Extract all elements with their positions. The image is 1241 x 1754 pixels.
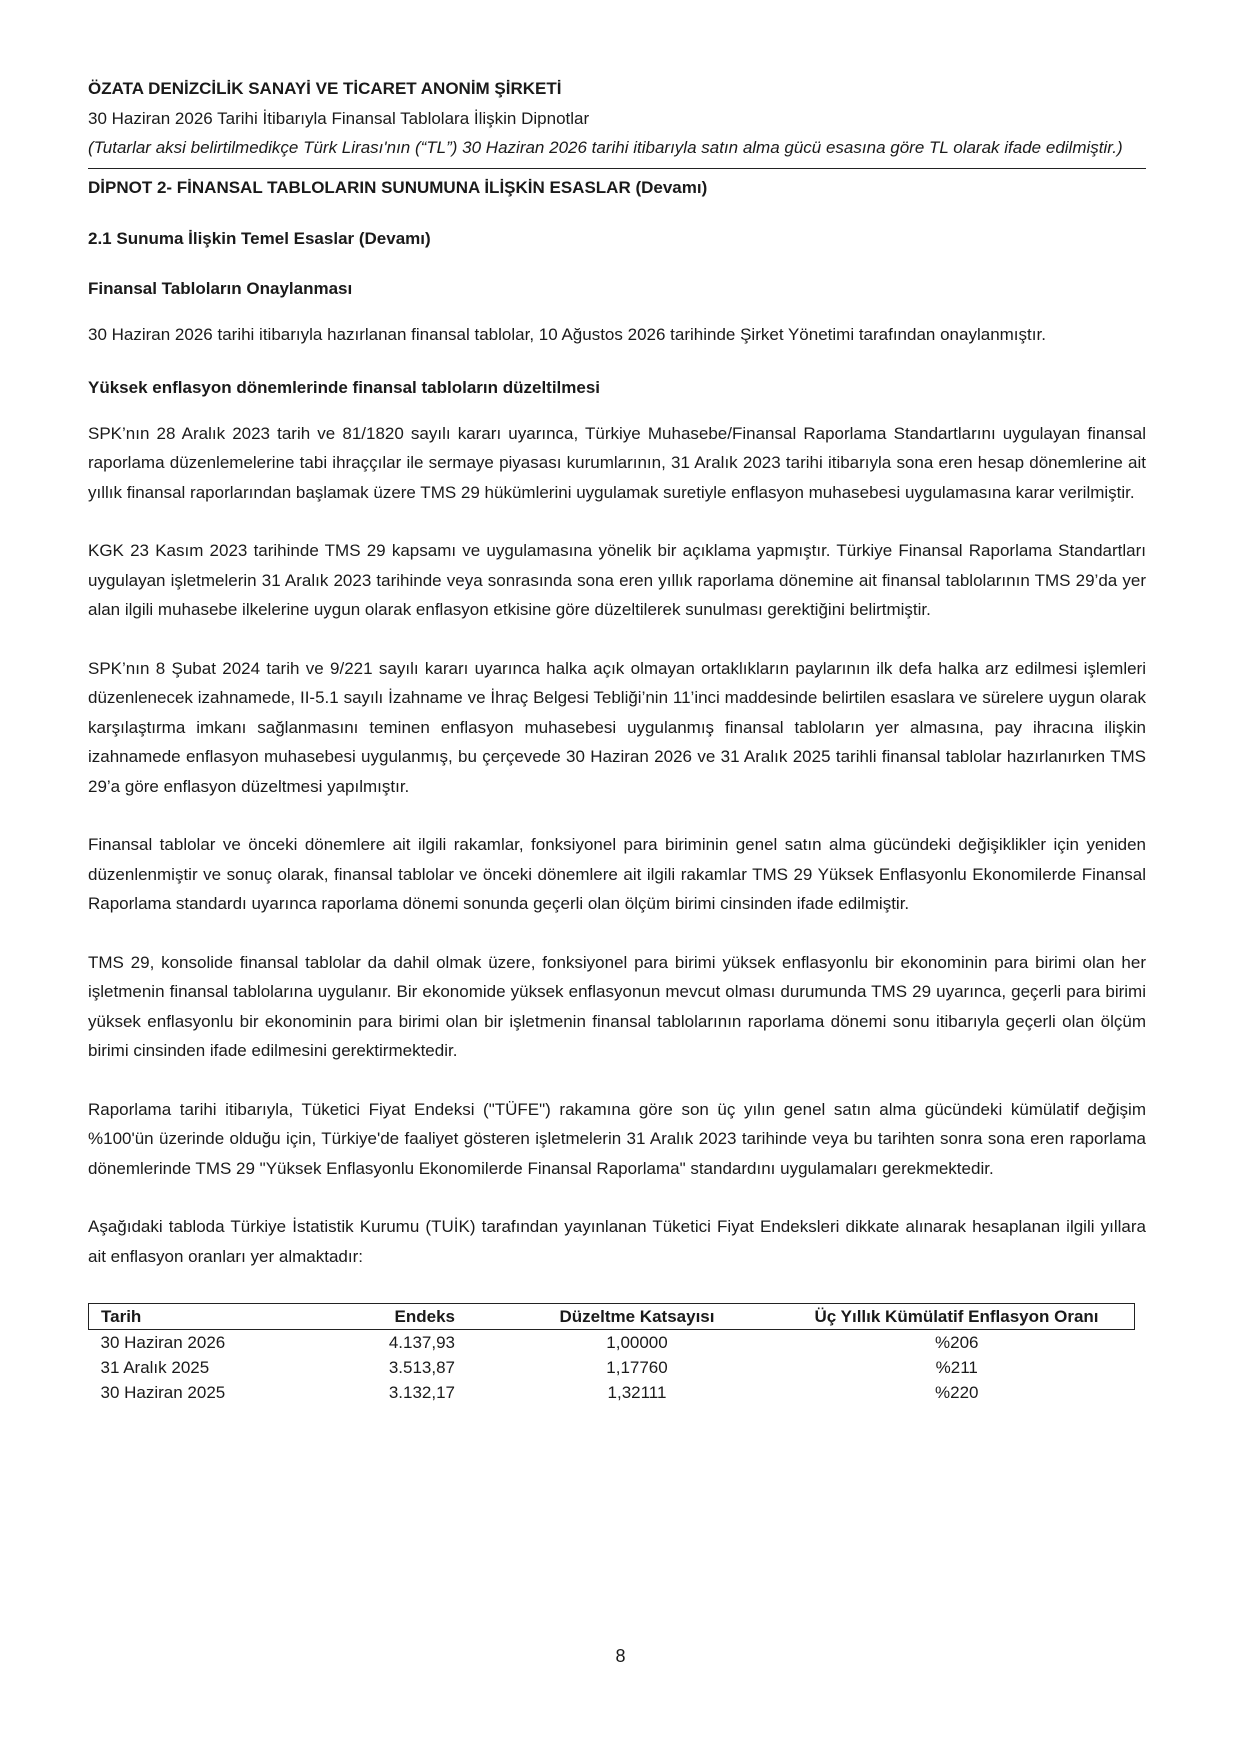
cell-coefficient: 1,00000 bbox=[606, 1333, 668, 1352]
cell-cumulative-inflation: %211 bbox=[935, 1358, 978, 1377]
note-title: DİPNOT 2- FİNANSAL TABLOLARIN SUNUMUNA İLİŞKİN ESASLAR (Devamı) bbox=[88, 178, 708, 197]
table-row bbox=[89, 1380, 1135, 1405]
column-header-coefficient: Düzeltme Katsayısı bbox=[495, 1304, 779, 1330]
cell-coefficient: 1,17760 bbox=[606, 1358, 668, 1377]
table-header-row bbox=[89, 1304, 1135, 1330]
page-number: 8 bbox=[615, 1646, 626, 1666]
approval-heading: Finansal Tabloların Onaylanması bbox=[88, 279, 353, 298]
inflation-heading: Yüksek enflasyon dönemlerinde finansal tabloların düzeltilmesi bbox=[88, 377, 601, 397]
paragraph-spk-prospectus: SPK’nın 8 Şubat 2024 tarih ve 9/221 sayılı kararı uyarınca halka açık olmayan ortaklıkların paylarının ilk defa halka arz edilmesi işlemleri düzenlenecek izahnamede, II-5.1 sayılı İzahname ve İhraç Belgesi Tebliği’nin 11’inci maddesinde belirtilen esaslara ve sürelere uygun olarak karşılaştırma imkanı sağlanmasını teminen enflasyon muhasebesi uygulanmış finansal tabloların yer almasına, pay ihracına ilişkin izahnamede enflasyon muhasebesi uygulanmış, bu çerçevede 30 Haziran 2026 ve 31 Aralık 2025 tarihli finansal tablolar hazırlanırken TMS 29’a göre enflasyon düzeltmesi yapılmıştır. bbox=[88, 658, 1146, 796]
paragraph-kgk-statement: KGK 23 Kasım 2023 tarihinde TMS 29 kapsamı ve uygulamasına yönelik bir açıklama yapmıştır. Türkiye Finansal Raporlama Standartları uygulayan işletmelerin 31 Aralık 2023 tarihinde veya sonrasında sona eren yıllık raporlama dönemine ait finansal tablolarının TMS 29’da yer alan ilgili muhasebe ilkelerine uygun olarak enflasyon etkisine göre düzeltilerek sunulması gerektiğini belirtmiştir. bbox=[88, 541, 1146, 619]
column-header-date: Tarih bbox=[89, 1304, 314, 1330]
paragraph-spk-decision: SPK’nın 28 Aralık 2023 tarih ve 81/1820 sayılı kararı uyarınca, Türkiye Muhasebe/Finansal Raporlama Standartlarını uygulayan finansal raporlama düzenlemelerine tabi ihraççılar ile sermaye piyasası kurumlarının, 31 Aralık 2023 tarihi itibarıyla sona eren hesap dönemlerine ait yıllık finansal raporlarından başlamak üzere TMS 29 hükümlerini uygulamak suretiyle enflasyon muhasebesi uygulamasına karar verilmiştir. bbox=[88, 423, 1146, 502]
paragraph-tufe: Raporlama tarihi itibarıyla, Tüketici Fiyat Endeksi ("TÜFE") rakamına göre son üç yılın genel satın alma gücündeki kümülatif değişim %100'ün üzerinde olduğu için, Türkiye'de faaliyet gösteren işletmelerin 31 Aralık 2023 tarihinde veya bu tarihten sonra sona eren raporlama dönemlerinde TMS 29 "Yüksek Enflasyonlu Ekonomilerde Finansal Raporlama" standardını uygulamaları gerekmektedir. bbox=[88, 1099, 1146, 1178]
subsection-title: 2.1 Sunuma İlişkin Temel Esaslar (Devamı) bbox=[88, 229, 431, 248]
currency-note: (Tutarlar aksi belirtilmedikçe Türk Lirası'nın (“TL”) 30 Haziran 2026 tarihi itibarıyla satın alma gücü esasına göre TL olarak ifade edilmiştir.) bbox=[88, 138, 1123, 157]
cell-date: 31 Aralık 2025 bbox=[100, 1358, 210, 1377]
document-subtitle: 30 Haziran 2026 Tarihi İtibarıyla Finansal Tablolara İlişkin Dipnotlar bbox=[88, 109, 590, 128]
cell-date: 30 Haziran 2026 bbox=[100, 1333, 226, 1352]
cell-cumulative-inflation: %206 bbox=[935, 1333, 979, 1352]
inflation-table bbox=[88, 1303, 1135, 1405]
column-header-cumulative-inflation: Üç Yıllık Kümülatif Enflasyon Oranı bbox=[779, 1304, 1135, 1330]
cell-index: 4.137,93 bbox=[388, 1333, 455, 1352]
paragraph-restatement: Finansal tablolar ve önceki dönemlere ait ilgili rakamlar, fonksiyonel para biriminin genel satın alma gücündeki değişiklikler için yeniden düzenlenmiştir ve sonuç olarak, finansal tablolar ve önceki dönemlere ait ilgili rakamlar TMS 29 Yüksek Enflasyonlu Ekonomilerde Finansal Raporlama standardı uyarınca raporlama dönemi sonunda geçerli olan ölçüm birimi cinsinden ifade edilmiştir. bbox=[88, 835, 1146, 913]
cell-index: 3.513,87 bbox=[388, 1358, 455, 1377]
column-header-index: Endeks bbox=[313, 1304, 495, 1330]
cell-index: 3.132,17 bbox=[388, 1383, 455, 1402]
cell-date: 30 Haziran 2025 bbox=[100, 1383, 226, 1402]
table-row bbox=[89, 1355, 1135, 1380]
paragraph-table-intro: Aşağıdaki tabloda Türkiye İstatistik Kurumu (TUİK) tarafından yayınlanan Tüketici Fiyat Endeksleri dikkate alınarak hesaplanan ilgili yıllara ait enflasyon oranları yer almaktadır: bbox=[88, 1217, 1146, 1266]
cell-coefficient: 1,32111 bbox=[607, 1383, 667, 1402]
cell-cumulative-inflation: %220 bbox=[935, 1383, 979, 1402]
document-page bbox=[88, 78, 1146, 1405]
paragraph-tms29-scope: TMS 29, konsolide finansal tablolar da dahil olmak üzere, fonksiyonel para birimi yüksek enflasyonlu bir ekonominin para birimi olan her işletmenin finansal tablolarına uygulanır. Bir ekonomide yüksek enflasyonun mevcut olması durumunda TMS 29 uyarınca, geçerli para birimi yüksek enflasyonlu bir ekonominin para birimi olan bir işletmenin finansal tablolarının raporlama dönemi sonu itibarıyla geçerli olan ölçüm birimi cinsinden ifade edilmesini gerektirmektedir. bbox=[88, 952, 1146, 1060]
approval-paragraph: 30 Haziran 2026 tarihi itibarıyla hazırlanan finansal tablolar, 10 Ağustos 2026 tarihinde Şirket Yönetimi tarafından onaylanmıştır. bbox=[88, 325, 1046, 344]
company-name: ÖZATA DENİZCİLİK SANAYİ VE TİCARET ANONİM ŞİRKETİ bbox=[88, 79, 562, 98]
header-divider bbox=[88, 168, 1146, 169]
table-row bbox=[89, 1330, 1135, 1356]
